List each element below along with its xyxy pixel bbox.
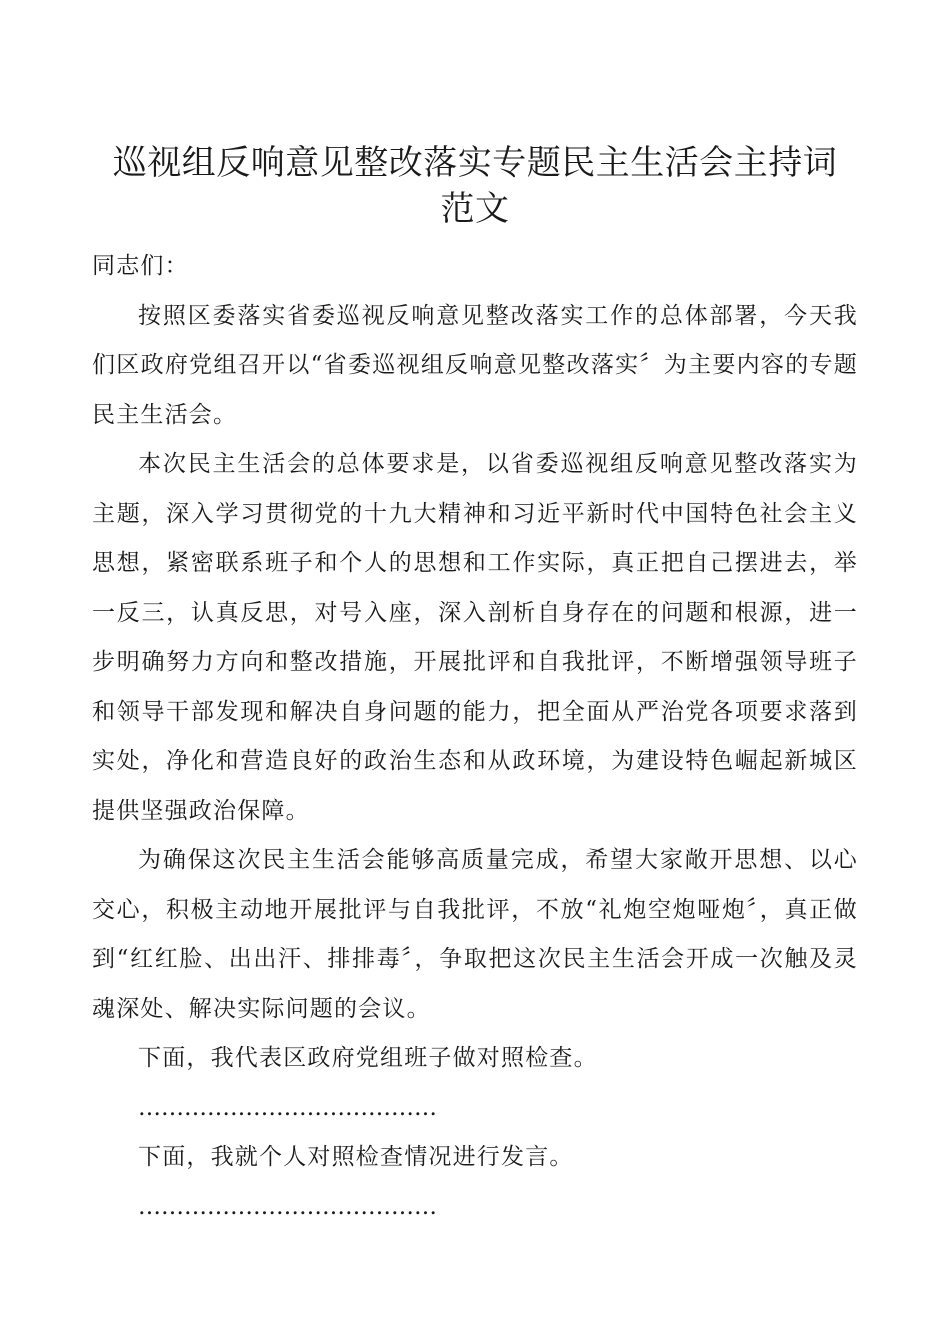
paragraph-team-review: 下面，我代表区政府党组班子做对照检查。 xyxy=(138,1045,598,1071)
document-body xyxy=(92,242,858,1232)
salutation: 同志们： xyxy=(92,253,189,279)
paragraph-overall-requirements: 本次民主生活会的总体要求是，以省委巡视组反响意见整改落实为主题，深入学习贯彻党的十九大精神和习近平新时代中国特色社会主义思想，紧密联系班子和个人的思想和工作实际，真正把自己摆进去，举一反三，认真反思，对号入座，深入剖析自身存在的问题和根源，进一步明确努力方向和整改措施，开展批评和自我批评，不断增强领导班子和领导干部发现和解决自身问题的能力，把全面从严治党各项要求落到实处，净化和营造良好的政治生态和从政环境，为建设特色崛起新城区提供坚强政治保障。 xyxy=(92,451,858,824)
paragraph-expectations: 为确保这次民主生活会能够高质量完成，希望大家敞开思想、以心交心，积极主动地开展批评与自我批评，不放“礼炮空炮哑炮〞，真正做到“红红脸、出出汗、排排毒〞，争取把这次民主生活会开成一次触及灵魂深处、解决实际问题的会议。 xyxy=(92,847,858,1022)
paragraph-personal-review: 下面，我就个人对照检查情况进行发言。 xyxy=(138,1144,574,1170)
paragraph-meeting-intro: 按照区委落实省委巡视反响意见整改落实工作的总体部署，今天我们区政府党组召开以“省委巡视组反响意见整改落实〞为主要内容的专题民主生活会。 xyxy=(92,302,858,428)
ellipsis-separator-1: ………………………………… xyxy=(138,1094,437,1121)
document-title-line-1: 巡视组反响意见整改落实专题民主生活会主持词 xyxy=(112,143,838,183)
ellipsis-separator-2: ………………………………… xyxy=(138,1193,437,1220)
document-page xyxy=(92,140,858,1232)
document-title xyxy=(92,140,858,232)
document-title-line-2: 范文 xyxy=(440,189,510,229)
